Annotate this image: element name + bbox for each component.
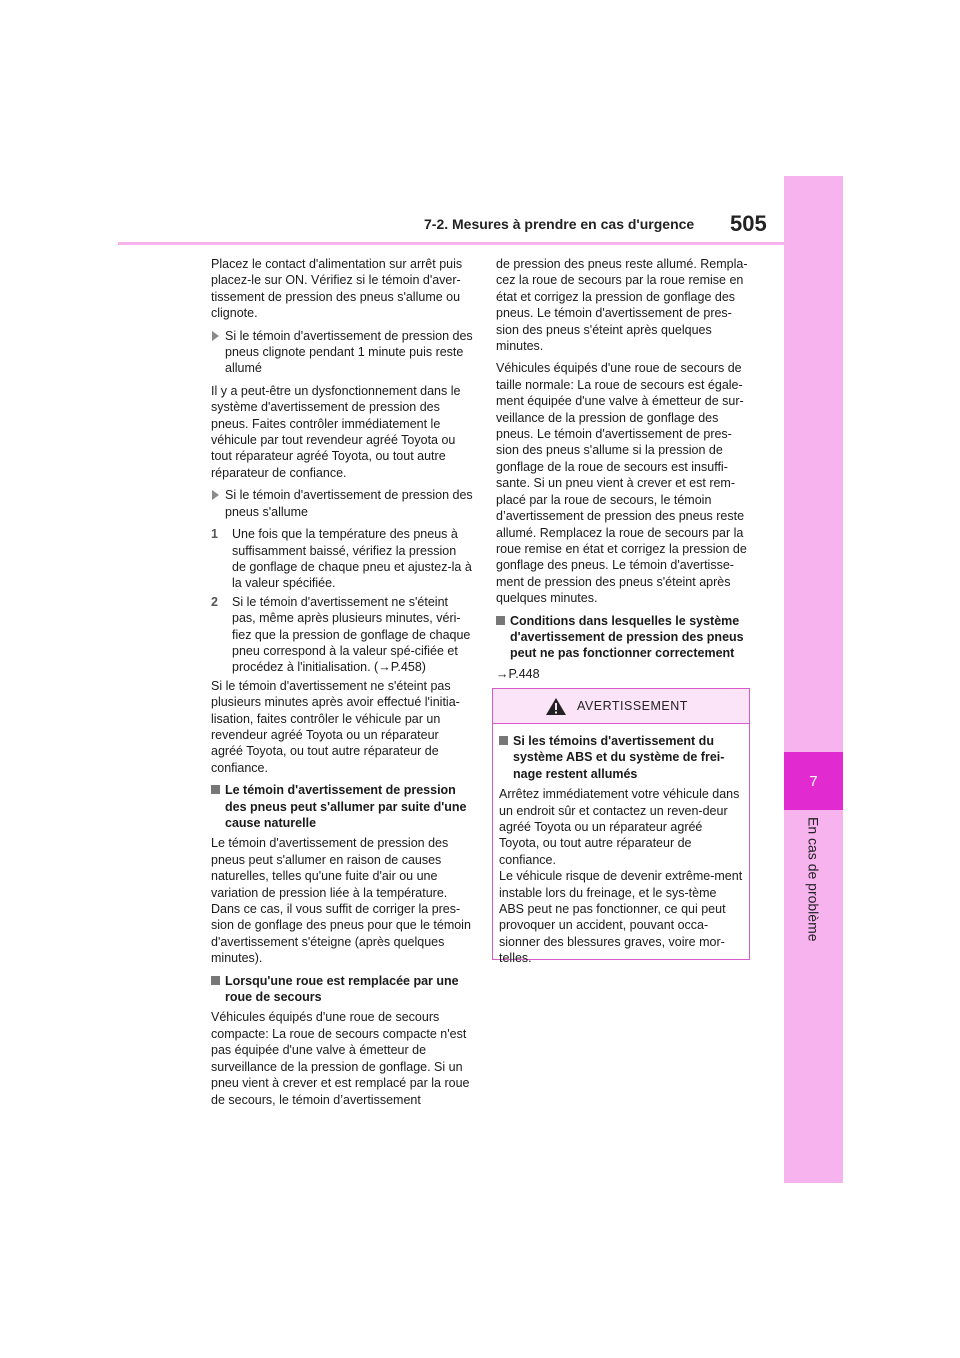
step-item [211,594,473,676]
column-left [211,256,473,1114]
page-number: 505 [730,211,767,236]
case-blinking-text: Il y a peut-être un dysfonctionnement dans le système d'avertissement de pression des pneus. Faites contrôler immédiatement le véhicule par tout revendeur agréé Toyota ou tout réparateur agréé Toyota, ou tout autre réparateur de confiance. [211,383,461,480]
continued-paragraph: de pression des pneus reste allumé. Rempla-cez la roue de secours par la roue remise en état et corrigez la pression de gonflage des pneus. Le témoin d'avertissement de pres-sion des pneus s'éteint après quelques minutes. [496,257,748,354]
section-header-title: 7-2. Mesures à prendre en cas d'urgence [424,216,695,232]
after-steps-paragraph: Si le témoin d'avertissement ne s'éteint pas plusieurs minutes après avoir effectué l'initia-lisation, faites contrôler le véhicule par un revendeur agréé Toyota ou un réparateur agréé Toyota, ou tout autre réparateur de confiance. [211,678,460,775]
column-right [496,256,754,688]
section-natural-cause-title: Le témoin d'avertissement de pression des pneus peut s'allumer par suite d'une cause naturelle [225,783,467,830]
case-blinking [211,328,473,377]
fullsize-spare-paragraph: Véhicules équipés d'une roue de secours de taille normale: La roue de secours est égale-ment équipée d'une valve à émetteur de sur-veillance de la pression de gonflage des pneus. Le témoin d'avertissement de pres-sion des pneus s'allume si la pression de gonflage de la roue de secours est insuffi-sante. Si un pneu vient à crever et est rem-placé par la roue de secours, le témoin d’avertissement de pression des pneus reste allumé. Remplacez la roue de secours par la roue remise en état et corrigez la pression de gonflage des pneus. Le témoin d'avertisse-ment de pression des pneus s'éteint après quelques minutes. [496,361,747,606]
square-bullet-icon [211,976,220,985]
warning-title: AVERTISSEMENT [577,699,688,713]
warning-paragraph-1: Arrêtez immédiatement votre véhicule dans un endroit sûr et contactez un reven-deur agréé Toyota ou un réparateur agréé Toyota, ou tout autre réparateur de confiance. [499,787,740,867]
square-bullet-icon [499,736,508,745]
warning-paragraph-2: Le véhicule risque de devenir extrême-ment instable lors du freinage, et le sys-tème ABS peut ne pas fonctionner, ce qui peut provoquer un accident, pouvant occa-sionner des blessures graves, voire mor-telles. [499,869,743,966]
intro-paragraph: Placez le contact d'alimentation sur arrêt puis placez-le sur ON. Vérifiez si le témoin d'aver-tissement de pression des pneus s'allume ou clignote. [211,257,463,321]
warning-box [492,688,750,966]
warning-header [493,689,749,724]
case-lit [211,487,473,520]
warning-body [493,724,749,967]
case-blinking-title: Si le témoin d'avertissement de pression des pneus clignote pendant 1 minute puis reste allumé [225,328,473,376]
section-conditions-title: Conditions dans lesquelles le système d'avertissement de pression des pneus peut ne pas fonctionner correctement [510,613,744,661]
step-number: 2 [211,594,218,609]
triangle-bullet-icon [212,331,219,341]
chapter-number: 7 [784,752,843,810]
section-natural-cause [211,782,473,831]
step-item [211,526,473,592]
step-number: 1 [211,527,218,542]
step-text: Une fois que la température des pneus à suffisamment baissé, vérifiez la pression de gonflage de chaque pneu et ajustez-la à la valeur spécifiée. [232,527,472,591]
warning-section [499,733,743,782]
section-spare-wheel [211,973,473,1006]
warning-section-title: Si les témoins d'avertissement du système ABS et du système de frei-nage restent allumés [513,734,725,781]
chapter-label-container [784,812,843,947]
page-reference-link[interactable]: →P.448 [496,666,540,681]
section-spare-wheel-text: Véhicules équipés d'une roue de secours compacte: La roue de secours compacte n'est pas équipée d'une valve à émetteur de surveillance de la pression de gonflage. Si un pneu vient à crever et est remplacé par la roue de secours, le témoin d’avertissement [211,1010,470,1107]
triangle-bullet-icon [212,490,219,500]
section-natural-cause-text: Le témoin d'avertissement de pression des pneus peut s'allumer en raison de causes naturelles, telles qu'une fuite d'air ou une variation de pression liée à la température. Dans ce cas, il vous suffit de corriger la pres-sion de gonflage des pneus pour que le témoin d'avertissement s'éteigne (après quelques minutes). [211,836,471,966]
case-lit-title: Si le témoin d'avertissement de pression des pneus s'allume [225,488,473,519]
square-bullet-icon [496,616,505,625]
step-text: Si le témoin d'avertissement ne s'éteint pas, même après plusieurs minutes, véri-fiez que la pression de gonflage de chaque pneu correspond à la valeur spé-cifiée et procédez à l'initialisation. (→P.458) [232,594,471,675]
section-spare-wheel-title: Lorsqu'une roue est remplacée par une roue de secours [225,973,459,1005]
header-rule [118,242,784,245]
section-conditions [496,613,754,662]
square-bullet-icon [211,785,220,794]
chapter-label: En cas de problème [805,817,822,942]
warning-triangle-icon [545,697,567,716]
chapter-side-tab [784,176,843,1183]
